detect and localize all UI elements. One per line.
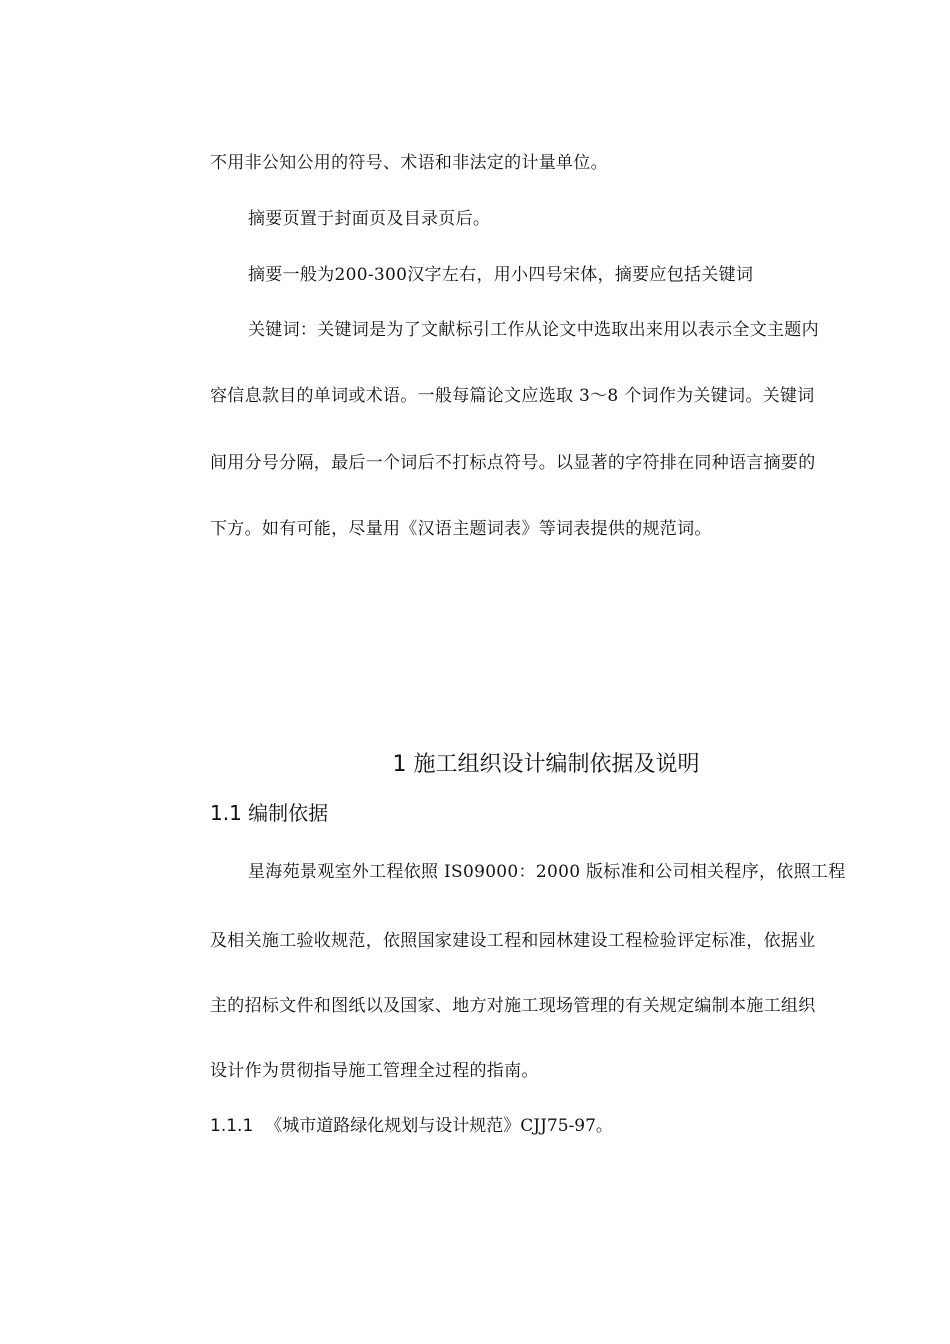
section-heading: 1.1 编制依据 xyxy=(210,801,329,825)
subsection-heading xyxy=(210,1114,613,1138)
abstract-position-paragraph: 摘要页置于封面页及目录页后。 xyxy=(248,209,491,229)
abstract-line-1: 不用非公知公用的符号、术语和非法定的计量单位。 xyxy=(210,153,608,173)
basis-paragraph-line-3: 主的招标文件和图纸以及国家、地方对施工现场管理的有关规定编制本施工组织 xyxy=(210,996,816,1016)
abstract-length-paragraph: 摘要一般为200-300汉字左右，用小四号宋体，摘要应包括关键词 xyxy=(248,265,754,285)
chapter-heading: 1 施工组织设计编制依据及说明 xyxy=(392,752,700,777)
subsection-number: 1.1.1 xyxy=(210,1116,254,1136)
keywords-paragraph-line-2: 容信息款目的单词或术语。一般每篇论文应选取 3～8 个词作为关键词。关键词 xyxy=(210,386,815,406)
keywords-paragraph-line-1: 关键词：关键词是为了文献标引工作从论文中选取出来用以表示全文主题内 xyxy=(248,320,819,340)
keywords-paragraph-line-4: 下方。如有可能，尽量用《汉语主题词表》等词表提供的规范词。 xyxy=(210,519,712,539)
basis-paragraph-line-1: 星海苑景观室外工程依照 IS09000：2000 版标准和公司相关程序，依照工程 xyxy=(248,862,846,882)
basis-paragraph-line-4: 设计作为贯彻指导施工管理全过程的指南。 xyxy=(210,1061,539,1081)
keywords-paragraph-line-3: 间用分号分隔，最后一个词后不打标点符号。以显著的字符排在同种语言摘要的 xyxy=(210,453,816,473)
subsection-text: 《城市道路绿化规划与设计规范》CJJ75-97。 xyxy=(265,1116,613,1136)
basis-paragraph-line-2: 及相关施工验收规范，依照国家建设工程和园林建设工程检验评定标准，依据业 xyxy=(210,931,816,951)
